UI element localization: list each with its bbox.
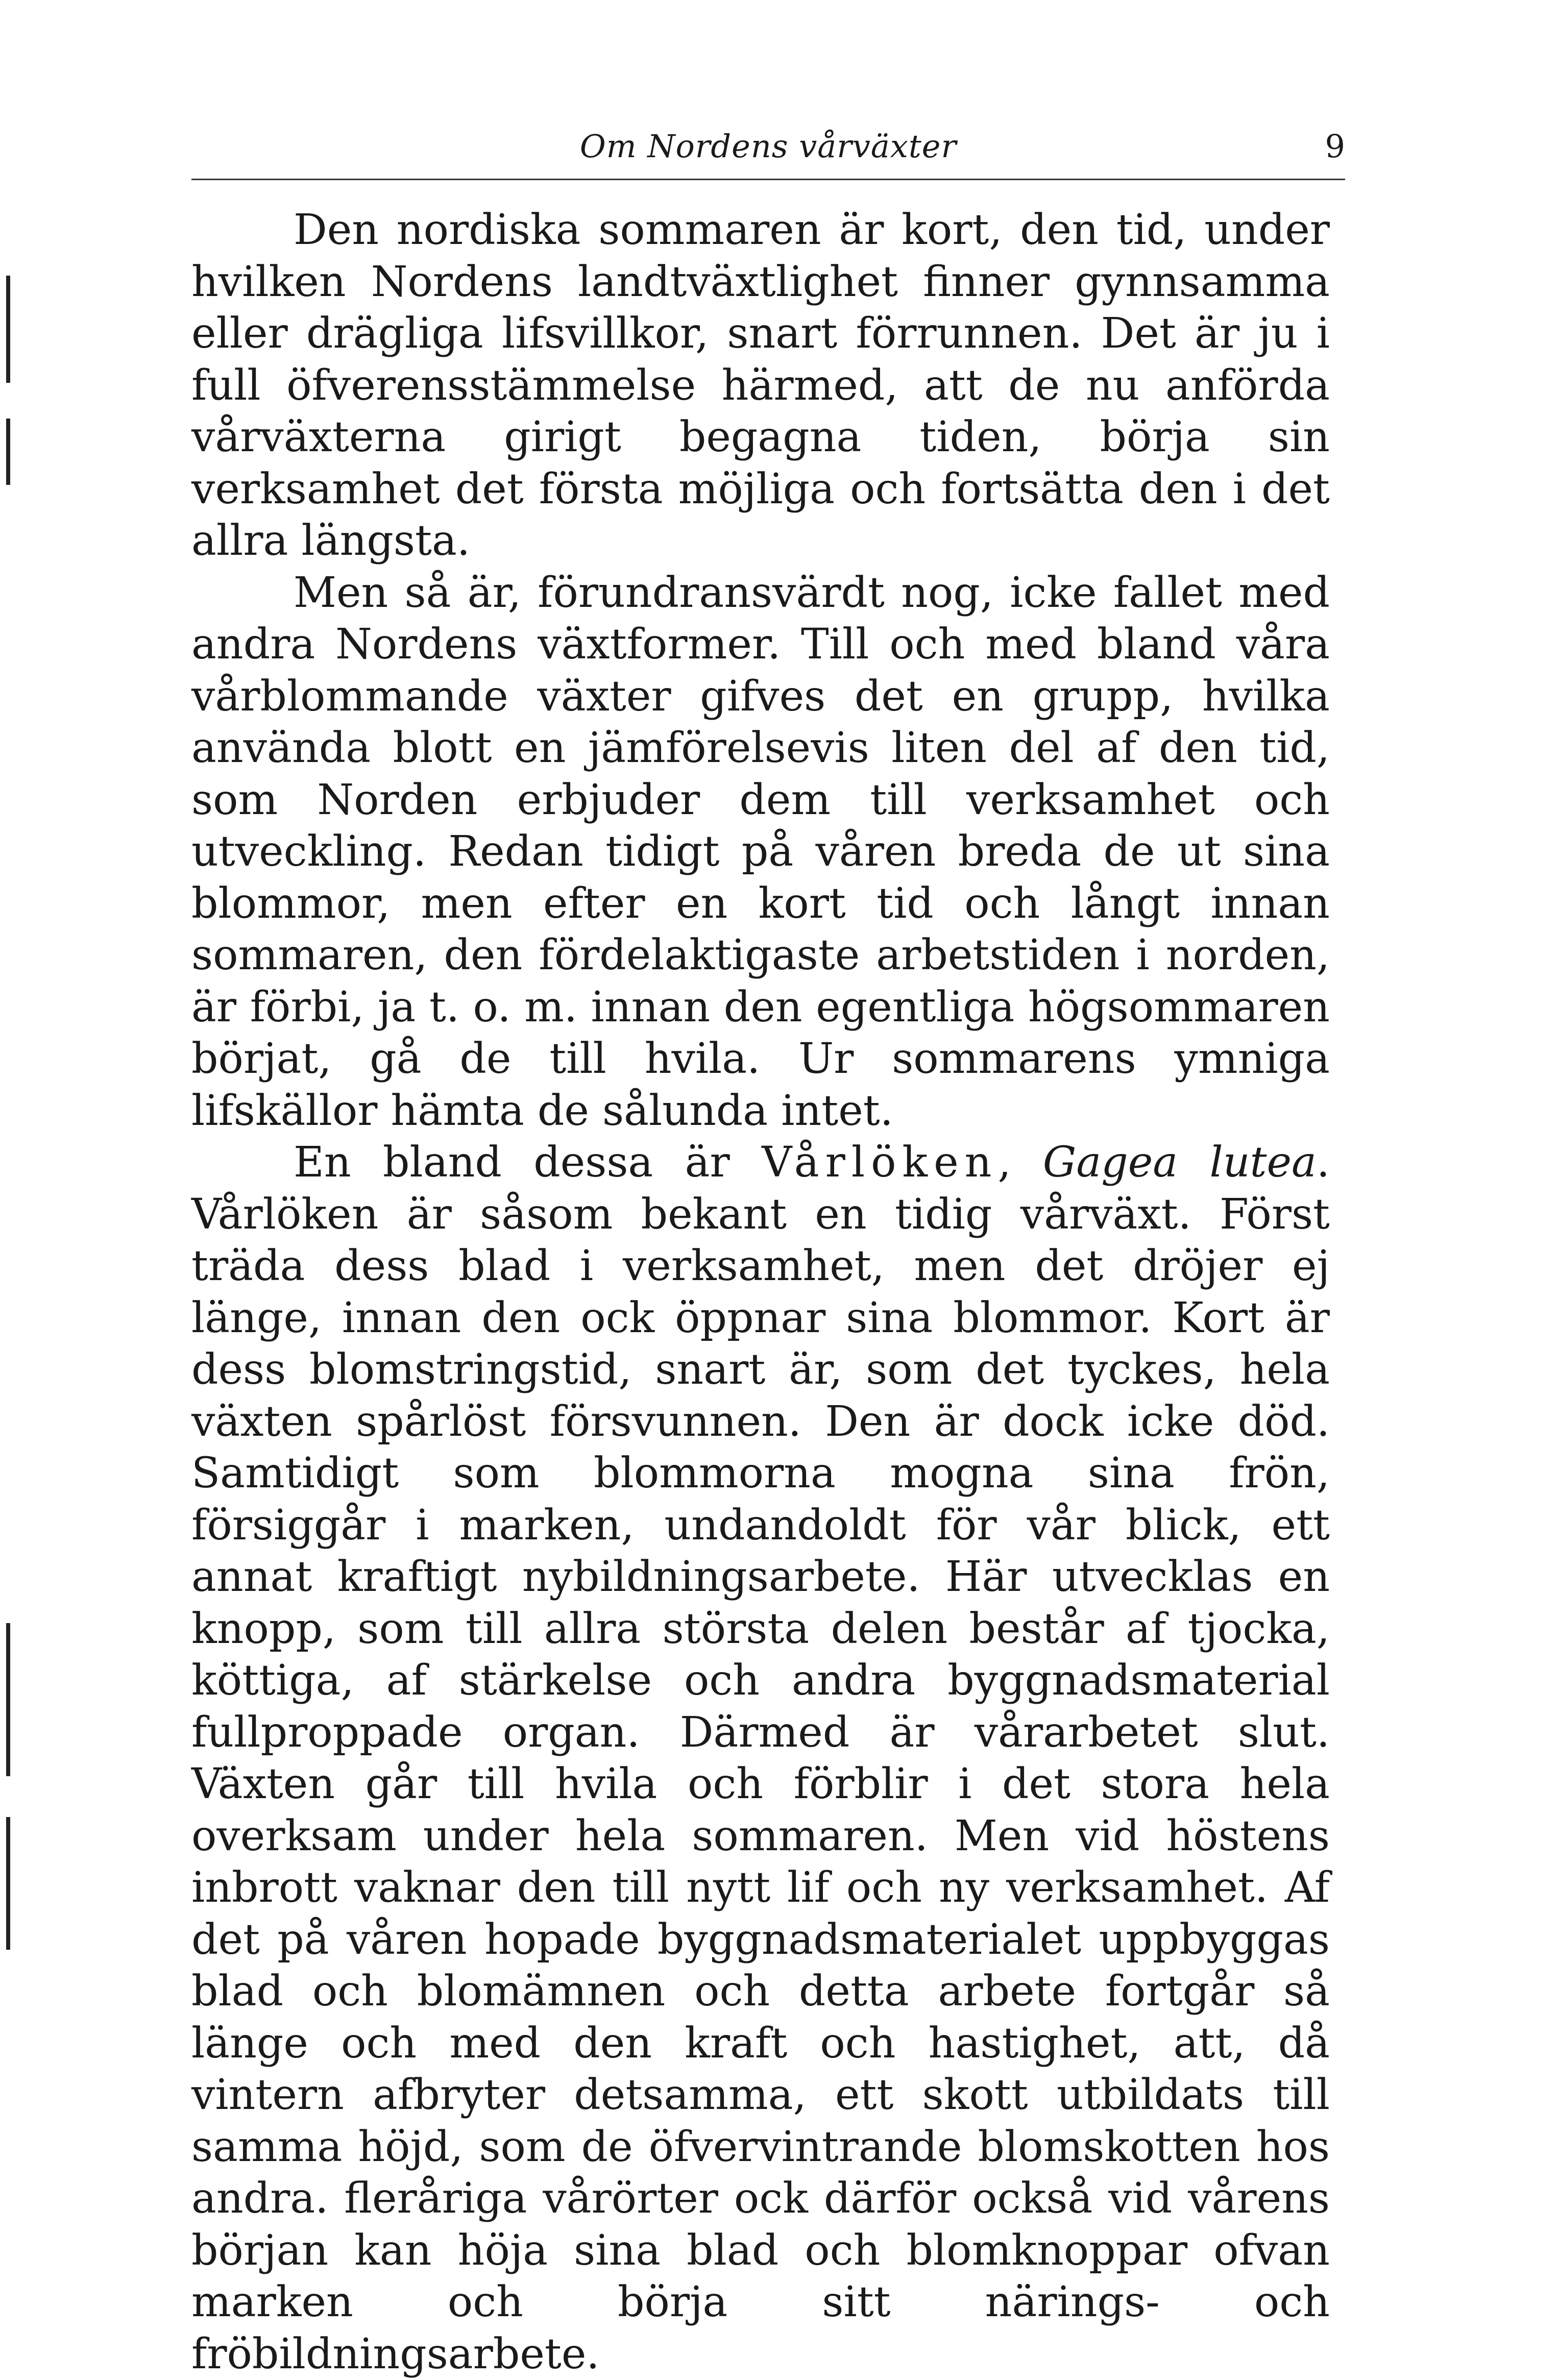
binding-mark <box>6 276 10 383</box>
paragraph-2 <box>191 567 1330 1137</box>
running-header <box>191 117 1345 179</box>
binding-mark <box>6 1817 10 1950</box>
paragraph-3-comma: , <box>997 1138 1043 1187</box>
binding-edge-marks <box>0 255 20 1940</box>
paragraph-3 <box>191 1137 1330 2380</box>
page-number: 9 <box>1325 128 1345 165</box>
header-rule <box>191 179 1345 180</box>
running-title: Om Nordens vårväxter <box>579 128 957 165</box>
paragraph-3-lead: En bland dessa är <box>294 1138 762 1187</box>
species-common-name: Vårlöken <box>762 1138 998 1187</box>
paragraph-1 <box>191 204 1330 567</box>
paragraph-3-text: . Vårlöken är såsom bekant en tidig vårväxt. Först träda dess blad i verksamhet, men det dröjer ej länge, innan den ock öppnar sina blommor. Kort är dess blomstringstid, snart är, som det tyckes, hela växten spårlöst försvunnen. Den är dock icke död. Samtidigt som blommorna mogna sina frön, försiggår i marken, undandoldt för vår blick, ett annat kraftigt nybildningsarbete. Här utvecklas en knopp, som till allra största delen består af tjocka, köttiga, af stärkelse och andra byggnadsmaterial fullproppade organ. Därmed är vårarbetet slut. Växten går till hvila och förblir i det stora hela overksam under hela sommaren. Men vid höstens inbrott vaknar den till nytt lif och ny verksamhet. Af det på våren hopade byggnadsmaterialet uppbyggas blad och blomämnen och detta arbete fortgår så länge och med den kraft och hastighet, att, då vintern afbryter detsamma, ett skott utbildats till samma höjd, som de öfvervintrande blomskotten hos andra. fleråriga vårörter ock därför också vid vårens början kan höja sina blad och blomknoppar ofvan marken och börja sitt närings- och fröbildningsarbete. <box>191 1138 1330 2378</box>
binding-mark <box>6 419 10 485</box>
paragraph-1-text: Den nordiska sommaren är kort, den tid, under hvilken Nordens landtväxtlighet finner gynnsamma eller drägliga lifsvillkor, snart förrunnen. Det är ju i full öfverensstämmelse härmed, att de nu anförda vårväxterna girigt begagna tiden, börja sin verksamhet det första möjliga och fortsätta den i det allra längsta. <box>191 206 1330 565</box>
species-latin-name: Gagea lutea <box>1042 1138 1317 1187</box>
body-text <box>191 204 1330 2380</box>
binding-mark <box>6 1623 10 1776</box>
paragraph-2-text: Men så är, förundransvärdt nog, icke fallet med andra Nordens växtformer. Till och med bland våra vårblommande växter gifves det en grupp, hvilka använda blott en jämförelsevis liten del af den tid, som Norden erbjuder dem till verksamhet och utveckling. Redan tidigt på våren breda de ut sina blommor, men efter en kort tid och långt innan sommaren, den fördelaktigaste arbetstiden i norden, är förbi, ja t. o. m. innan den egentliga högsommaren börjat, gå de till hvila. Ur sommarens ymniga lifskällor hämta de sålunda intet. <box>191 568 1330 1135</box>
